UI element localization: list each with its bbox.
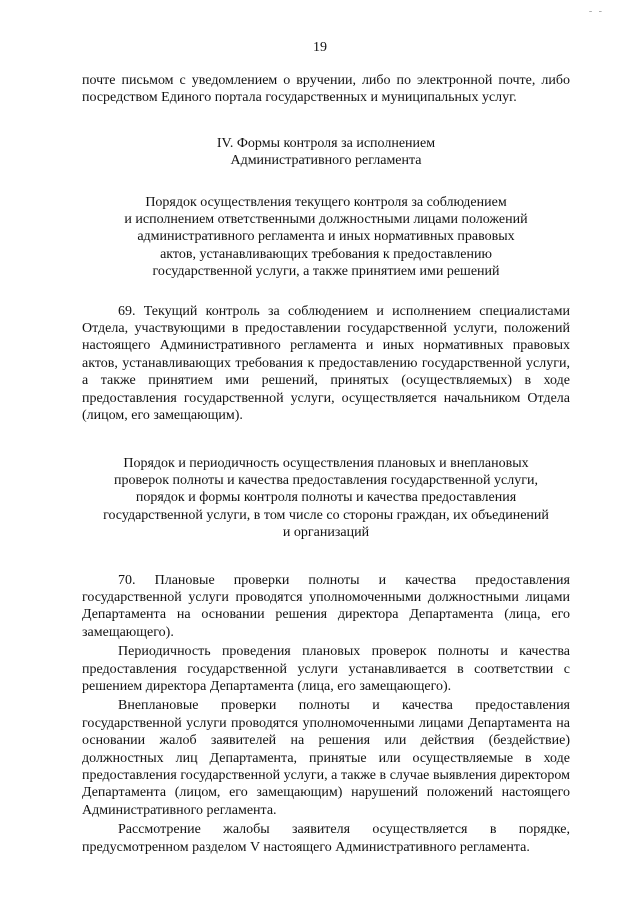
subheading-line: Порядок и периодичность осуществления плановых и внеплановых xyxy=(123,455,529,471)
subheading-line: и организаций xyxy=(282,525,370,541)
page-number: 19 xyxy=(313,40,327,55)
subheading-line: порядок и формы контроля полноты и качества предоставления xyxy=(135,490,517,506)
opening-paragraph: почте письмом с уведомлением о вручении, либо по электронной почте, либо посредством Единого портала государственных и муниципальных услуг. xyxy=(82,73,570,106)
subheading-line: административного регламента и иных нормативных правовых xyxy=(137,229,515,245)
document-body xyxy=(82,72,570,856)
paragraph-periodicity: Периодичность проведения плановых проверок полноты и качества предоставления государственной услуги устанавливается в соответствии с решением директора Департамента (лица, его замещающего). xyxy=(82,644,570,694)
subheading-line: и исполнением ответственными должностными лицами положений xyxy=(124,212,528,228)
paragraph-70: 70. Плановые проверки полноты и качества предоставления государственной услуги проводятся уполномоченными должностными лицами Департамента на основании решения директора Департамента (лица, его замещающего). xyxy=(82,572,570,640)
subheading-current-control xyxy=(82,194,570,281)
section-title-line1: IV. Формы контроля за исполнением xyxy=(216,135,436,151)
subheading-line: государственной услуги, а также принятием ими решений xyxy=(152,264,500,280)
paragraph-69: 69. Текущий контроль за соблюдением и исполнением специалистами Отдела, участвующими в предоставлении государственной услуги, положений настоящего Административного регламента и иных нормативных правовых актов, устанавливающих требования к предоставлению государственной услуги, а также принятием ими решений, принятых (осуществляемых) в ходе предоставления государственной услуги, осуществляется начальником Отдела (лицом, его замещающим). xyxy=(82,303,570,424)
paragraph-complaint: Рассмотрение жалобы заявителя осуществляется в порядке, предусмотренном разделом V настоящего Административного регламента. xyxy=(82,822,570,855)
subheading-inspections xyxy=(82,455,570,542)
subheading-line: актов, устанавливающих требования к предоставлению xyxy=(160,246,492,262)
subheading-line: проверок полноты и качества предоставления государственной услуги, xyxy=(114,472,538,488)
subheading-line: государственной услуги, в том числе со стороны граждан, их объединений xyxy=(103,507,549,523)
section-title xyxy=(82,135,570,170)
corner-mark: - - xyxy=(588,6,604,17)
section-title-line2: Административного регламента xyxy=(230,153,422,169)
subheading-line: Порядок осуществления текущего контроля за соблюдением xyxy=(145,194,507,210)
paragraph-unplanned: Внеплановые проверки полноты и качества предоставления государственной услуги проводятся уполномоченными лицами Департамента на основании жалоб заявителей на решения или действия (бездействие) должностных лиц Департамента, принятые или осуществляемые в ходе предоставления государственной услуги, а также в случае выявления директором Департамента (лицом, его замещающим) нарушений положений настоящего Административного регламента. xyxy=(82,698,570,818)
